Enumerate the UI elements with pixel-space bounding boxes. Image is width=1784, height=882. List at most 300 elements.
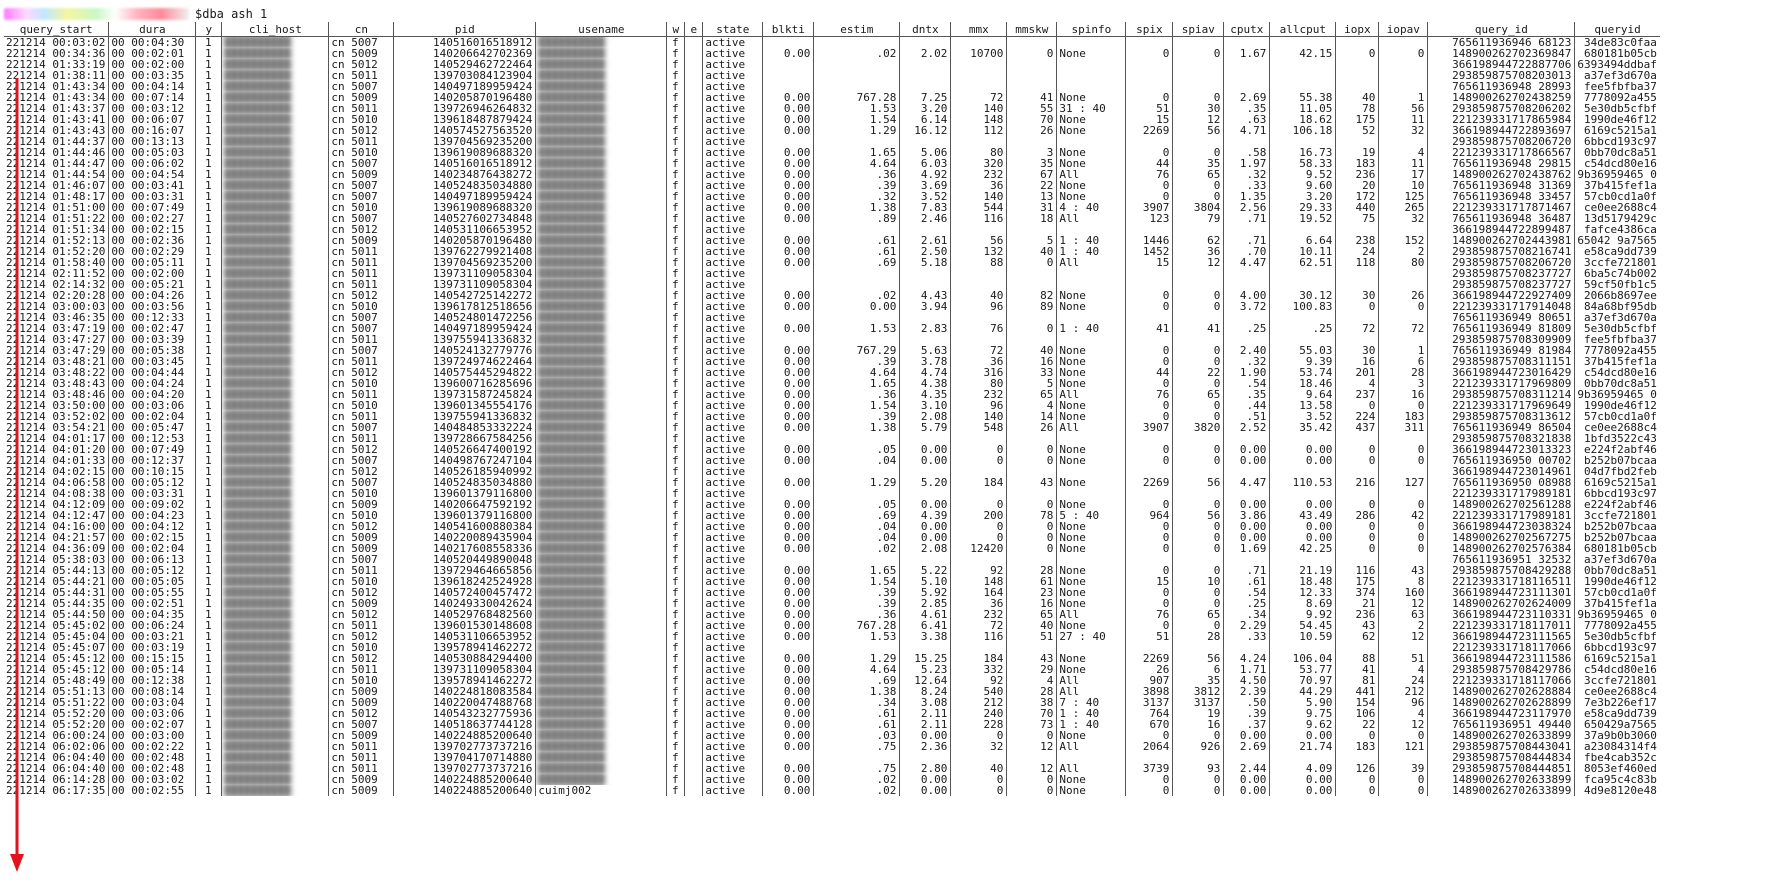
cell-state: active bbox=[703, 81, 763, 92]
cell-iopx bbox=[1336, 642, 1379, 653]
cell-mmx: 200 bbox=[951, 510, 1007, 521]
cell-allcput: 53.74 bbox=[1270, 367, 1336, 378]
cell-pid: 139729464665856 bbox=[394, 565, 536, 576]
cell-spix bbox=[1126, 81, 1173, 92]
cell-usename bbox=[536, 312, 667, 323]
redacted-value: ██████████ bbox=[538, 587, 605, 598]
cell-w: f bbox=[667, 147, 685, 158]
cell-estim: .89 bbox=[814, 213, 900, 224]
cell-mmskw: 89 bbox=[1007, 301, 1057, 312]
table-row bbox=[4, 455, 1660, 466]
cell-spinfo: None bbox=[1057, 378, 1126, 389]
cell-mmx: 212 bbox=[951, 697, 1007, 708]
cell-state: active bbox=[703, 411, 763, 422]
redacted-value: ██████████ bbox=[224, 334, 291, 345]
cell-queryid: 57cb0cd1a0f bbox=[1583, 587, 1657, 598]
cell-allcput: 54.45 bbox=[1270, 620, 1336, 631]
cell-mmx: 0 bbox=[951, 730, 1007, 741]
cell-dntx: 15.25 bbox=[900, 653, 951, 664]
redacted-value: ██████████ bbox=[224, 719, 291, 730]
redacted-value: ██████████ bbox=[538, 48, 605, 59]
cell-spiav: 62 bbox=[1173, 235, 1224, 246]
cell-usename bbox=[536, 763, 667, 774]
cell-mmskw bbox=[1007, 488, 1057, 499]
cell-query_start: 221214 03:46:35 bbox=[4, 312, 109, 323]
cell-iopx: 224 bbox=[1336, 411, 1379, 422]
terminal-command-line bbox=[4, 6, 267, 22]
cell-mmskw: 26 bbox=[1007, 422, 1057, 433]
cell-iopx: 286 bbox=[1336, 510, 1379, 521]
cell-spinfo: All bbox=[1057, 213, 1126, 224]
cell-mmskw bbox=[1007, 334, 1057, 345]
cell-spinfo bbox=[1057, 488, 1126, 499]
cell-dntx: 6.41 bbox=[900, 620, 951, 631]
cell-spix bbox=[1126, 554, 1173, 565]
cell-e bbox=[685, 257, 703, 268]
cell-dntx: 4.43 bbox=[900, 290, 951, 301]
cell-w: f bbox=[667, 169, 685, 180]
cell-queryid: fee5fbfba37 bbox=[1583, 334, 1657, 345]
cell-estim bbox=[814, 81, 900, 92]
column-header-query_id: query_id bbox=[1428, 22, 1575, 37]
cell-cputx bbox=[1224, 642, 1270, 653]
cell-spinfo bbox=[1057, 37, 1126, 49]
cell-cputx: .37 bbox=[1224, 719, 1270, 730]
cell-dntx: 2.85 bbox=[900, 598, 951, 609]
cell-spinfo: None bbox=[1057, 543, 1126, 554]
cell-cn: cn_5009 bbox=[329, 499, 394, 510]
cell-iopav: 0 bbox=[1379, 499, 1428, 510]
cell-y: 1 bbox=[196, 323, 222, 334]
cell-cli_host bbox=[222, 213, 329, 224]
cell-dntx bbox=[900, 433, 951, 444]
redacted-value: ██████████ bbox=[224, 213, 291, 224]
cell-w: f bbox=[667, 389, 685, 400]
cell-w: f bbox=[667, 48, 685, 59]
cell-e bbox=[685, 70, 703, 81]
cell-iopx: 0 bbox=[1336, 774, 1379, 785]
cell-spinfo: None bbox=[1057, 499, 1126, 510]
cell-iopav: 12 bbox=[1379, 719, 1428, 730]
cell-query_id: 765611936946 68123 bbox=[1428, 37, 1575, 49]
cell-spix: 15 bbox=[1126, 114, 1173, 125]
cell-y: 1 bbox=[196, 279, 222, 290]
cell-iopx: 43 bbox=[1336, 620, 1379, 631]
table-row bbox=[4, 510, 1660, 521]
cell-pid: 139704569235200 bbox=[394, 136, 536, 147]
cell-mmskw: 40 bbox=[1007, 345, 1057, 356]
cell-spiav: 65 bbox=[1173, 169, 1224, 180]
cell-dntx: 4.61 bbox=[900, 609, 951, 620]
cell-y: 1 bbox=[196, 59, 222, 70]
cell-query_start: 221214 01:43:34 bbox=[4, 92, 109, 103]
cell-state: active bbox=[703, 301, 763, 312]
cell-usename bbox=[536, 202, 667, 213]
cell-query_start: 221214 05:44:31 bbox=[4, 587, 109, 598]
cell-spix: 3898 bbox=[1126, 686, 1173, 697]
cell-estim: 1.65 bbox=[814, 147, 900, 158]
cell-mmx: 148 bbox=[951, 576, 1007, 587]
cell-e bbox=[685, 763, 703, 774]
cell-estim: .75 bbox=[814, 741, 900, 752]
cell-y: 1 bbox=[196, 158, 222, 169]
cell-queryid: 9b36959465 0 bbox=[1577, 169, 1657, 180]
cell-y: 1 bbox=[196, 180, 222, 191]
cell-allcput: 8.69 bbox=[1270, 598, 1336, 609]
cell-spix: 0 bbox=[1126, 598, 1173, 609]
table-row bbox=[4, 81, 1660, 92]
cell-state: active bbox=[703, 642, 763, 653]
cell-mmx: 240 bbox=[951, 708, 1007, 719]
cell-cli_host bbox=[222, 411, 329, 422]
cell-dntx: 2.36 bbox=[900, 741, 951, 752]
cell-mmskw: 0 bbox=[1007, 785, 1057, 796]
cell-e bbox=[685, 180, 703, 191]
cell-estim: .69 bbox=[814, 510, 900, 521]
cell-query_id: 366198944722887706 bbox=[1428, 59, 1575, 70]
redacted-value: ██████████ bbox=[224, 741, 291, 752]
cell-usename: cuimj002 bbox=[536, 785, 667, 796]
cell-blkti bbox=[763, 488, 814, 499]
cell-blkti: 0.00 bbox=[763, 345, 814, 356]
redacted-value: ██████████ bbox=[224, 125, 291, 136]
cell-cn: cn_5009 bbox=[329, 785, 394, 796]
table-row bbox=[4, 653, 1660, 664]
cell-query_id: 366198944723038324 bbox=[1428, 521, 1575, 532]
cell-iopav: 152 bbox=[1379, 235, 1428, 246]
cell-blkti: 0.00 bbox=[763, 356, 814, 367]
cell-dntx: 7.25 bbox=[900, 92, 951, 103]
cell-e bbox=[685, 499, 703, 510]
cell-blkti: 0.00 bbox=[763, 180, 814, 191]
cell-iopav: 12 bbox=[1379, 598, 1428, 609]
table-row bbox=[4, 587, 1660, 598]
cell-dura: 00 00:07:49 bbox=[109, 202, 196, 213]
cell-w: f bbox=[667, 246, 685, 257]
cell-iopav: 2 bbox=[1379, 620, 1428, 631]
redacted-value: ██████████ bbox=[224, 653, 291, 664]
cell-state: active bbox=[703, 664, 763, 675]
cell-blkti bbox=[763, 312, 814, 323]
cell-w: f bbox=[667, 81, 685, 92]
cell-blkti: 0.00 bbox=[763, 48, 814, 59]
cell-spiav: 6 bbox=[1173, 664, 1224, 675]
cell-spix: 0 bbox=[1126, 521, 1173, 532]
cell-query_id: 148900262702628899 bbox=[1428, 697, 1575, 708]
cell-y: 1 bbox=[196, 488, 222, 499]
cell-cputx: 4.71 bbox=[1224, 125, 1270, 136]
cell-state: active bbox=[703, 268, 763, 279]
redacted-value: ██████████ bbox=[224, 433, 291, 444]
cell-usename bbox=[536, 444, 667, 455]
cell-iopav: 4 bbox=[1379, 147, 1428, 158]
redacted-value: ██████████ bbox=[538, 367, 605, 378]
cell-blkti: 0.00 bbox=[763, 323, 814, 334]
cell-y: 1 bbox=[196, 653, 222, 664]
cell-spinfo bbox=[1057, 136, 1126, 147]
cell-e bbox=[685, 103, 703, 114]
cell-cn: cn_5009 bbox=[329, 543, 394, 554]
cell-e bbox=[685, 609, 703, 620]
cell-w: f bbox=[667, 598, 685, 609]
cell-iopx: 41 bbox=[1336, 664, 1379, 675]
cell-iopx: 0 bbox=[1336, 444, 1379, 455]
cell-spiav bbox=[1173, 81, 1224, 92]
redacted-value: ██████████ bbox=[224, 180, 291, 191]
redacted-value: ██████████ bbox=[224, 70, 291, 81]
cell-cli_host bbox=[222, 37, 329, 49]
cell-blkti: 0.00 bbox=[763, 290, 814, 301]
cell-query_id: 148900262702576384 bbox=[1428, 543, 1575, 554]
cell-dntx bbox=[900, 268, 951, 279]
cell-y: 1 bbox=[196, 290, 222, 301]
cell-cn: cn_5007 bbox=[329, 554, 394, 565]
cell-cn: cn_5010 bbox=[329, 301, 394, 312]
cell-cputx: .58 bbox=[1224, 147, 1270, 158]
cell-cputx: 0.00 bbox=[1224, 532, 1270, 543]
cell-cputx bbox=[1224, 70, 1270, 81]
cell-dntx: 16.12 bbox=[900, 125, 951, 136]
table-row bbox=[4, 719, 1660, 730]
cell-state: active bbox=[703, 246, 763, 257]
cell-queryid: 4d9e8120e48 bbox=[1583, 785, 1657, 796]
cell-spinfo: None bbox=[1057, 114, 1126, 125]
cell-cputx: 1.69 bbox=[1224, 543, 1270, 554]
cell-queryid: 8053ef460ed bbox=[1583, 763, 1657, 774]
cell-spix: 76 bbox=[1126, 389, 1173, 400]
cell-estim: 1.38 bbox=[814, 202, 900, 213]
cell-e bbox=[685, 598, 703, 609]
cell-spiav bbox=[1173, 136, 1224, 147]
cell-blkti bbox=[763, 279, 814, 290]
cell-iopav: 10 bbox=[1379, 180, 1428, 191]
cell-cputx: .35 bbox=[1224, 389, 1270, 400]
cell-cli_host bbox=[222, 477, 329, 488]
cell-e bbox=[685, 202, 703, 213]
cell-dntx: 3.52 bbox=[900, 191, 951, 202]
cell-usename bbox=[536, 774, 667, 785]
cell-mmx: 232 bbox=[951, 609, 1007, 620]
cell-pid: 140206642702369 bbox=[394, 48, 536, 59]
cell-queryid: 9b36959465 0 bbox=[1577, 609, 1657, 620]
cell-usename bbox=[536, 334, 667, 345]
cell-estim: 1.29 bbox=[814, 653, 900, 664]
cell-pid: 139731109058304 bbox=[394, 279, 536, 290]
cell-allcput bbox=[1270, 334, 1336, 345]
cell-state: active bbox=[703, 499, 763, 510]
cell-cputx: 2.56 bbox=[1224, 202, 1270, 213]
cell-spiav bbox=[1173, 279, 1224, 290]
cell-mmskw: 82 bbox=[1007, 290, 1057, 301]
redacted-value: ██████████ bbox=[538, 59, 605, 70]
cell-cn: cn_5011 bbox=[329, 246, 394, 257]
cell-spiav: 3812 bbox=[1173, 686, 1224, 697]
redacted-value: ██████████ bbox=[538, 92, 605, 103]
cell-spinfo: None bbox=[1057, 455, 1126, 466]
cell-y: 1 bbox=[196, 686, 222, 697]
cell-estim bbox=[814, 224, 900, 235]
cell-pid: 140497189959424 bbox=[394, 191, 536, 202]
cell-estim: 767.28 bbox=[814, 620, 900, 631]
cell-pid: 139578941462272 bbox=[394, 675, 536, 686]
cell-dntx: 0.00 bbox=[900, 455, 951, 466]
cell-allcput: 0.00 bbox=[1270, 532, 1336, 543]
table-row bbox=[4, 246, 1660, 257]
cell-allcput: 9.92 bbox=[1270, 609, 1336, 620]
cell-blkti bbox=[763, 81, 814, 92]
cell-cputx bbox=[1224, 752, 1270, 763]
cell-allcput bbox=[1270, 224, 1336, 235]
cell-allcput bbox=[1270, 312, 1336, 323]
cell-y: 1 bbox=[196, 466, 222, 477]
cell-spiav: 56 bbox=[1173, 510, 1224, 521]
table-row bbox=[4, 686, 1660, 697]
cell-cn: cn_5011 bbox=[329, 334, 394, 345]
cell-mmx: 0 bbox=[951, 499, 1007, 510]
table-row bbox=[4, 554, 1660, 565]
cell-estim bbox=[814, 554, 900, 565]
cell-y: 1 bbox=[196, 697, 222, 708]
redacted-value: ██████████ bbox=[538, 455, 605, 466]
cell-blkti: 0.00 bbox=[763, 378, 814, 389]
cell-pid: 139601530148608 bbox=[394, 620, 536, 631]
redacted-value: ██████████ bbox=[224, 301, 291, 312]
cell-iopx: 30 bbox=[1336, 345, 1379, 356]
cell-mmx bbox=[951, 433, 1007, 444]
cell-cputx: .54 bbox=[1224, 378, 1270, 389]
column-header-y: y bbox=[196, 22, 222, 37]
cell-y: 1 bbox=[196, 213, 222, 224]
cell-cli_host bbox=[222, 367, 329, 378]
cell-state: active bbox=[703, 37, 763, 49]
cell-y: 1 bbox=[196, 378, 222, 389]
cell-cputx bbox=[1224, 433, 1270, 444]
cell-pid: 139755941336832 bbox=[394, 411, 536, 422]
cell-cli_host bbox=[222, 114, 329, 125]
cell-spiav: 19 bbox=[1173, 708, 1224, 719]
cell-dura: 00 00:02:07 bbox=[109, 719, 196, 730]
cell-cputx bbox=[1224, 488, 1270, 499]
cell-w: f bbox=[667, 235, 685, 246]
cell-cputx bbox=[1224, 224, 1270, 235]
cell-spinfo: All bbox=[1057, 169, 1126, 180]
cell-usename bbox=[536, 114, 667, 125]
cell-state: active bbox=[703, 587, 763, 598]
cell-usename bbox=[536, 323, 667, 334]
cell-e bbox=[685, 290, 703, 301]
cell-usename bbox=[536, 741, 667, 752]
cell-cputx: 0.00 bbox=[1224, 455, 1270, 466]
cell-dntx: 6.03 bbox=[900, 158, 951, 169]
cell-dntx: 5.10 bbox=[900, 576, 951, 587]
table-row bbox=[4, 609, 1660, 620]
cell-y: 1 bbox=[196, 532, 222, 543]
cell-iopx: 183 bbox=[1336, 741, 1379, 752]
cell-query_start: 221214 04:08:38 bbox=[4, 488, 109, 499]
cell-mmx: 32 bbox=[951, 741, 1007, 752]
cell-cn: cn_5011 bbox=[329, 70, 394, 81]
cell-dntx: 7.83 bbox=[900, 202, 951, 213]
cell-dntx: 3.10 bbox=[900, 400, 951, 411]
cell-w: f bbox=[667, 411, 685, 422]
cell-mmx: 72 bbox=[951, 345, 1007, 356]
cell-query_start: 221214 05:45:12 bbox=[4, 664, 109, 675]
cell-w: f bbox=[667, 741, 685, 752]
cell-state: active bbox=[703, 675, 763, 686]
cell-spiav bbox=[1173, 466, 1224, 477]
cell-pid: 140543232775936 bbox=[394, 708, 536, 719]
cell-cli_host bbox=[222, 763, 329, 774]
cell-query_id: 366198944723111586 bbox=[1428, 653, 1575, 664]
cell-pid: 139731587245824 bbox=[394, 389, 536, 400]
cell-iopav: 0 bbox=[1379, 774, 1428, 785]
cell-w: f bbox=[667, 730, 685, 741]
cell-y: 1 bbox=[196, 741, 222, 752]
cell-spinfo: All bbox=[1057, 763, 1126, 774]
cell-dntx: 0.00 bbox=[900, 532, 951, 543]
cell-estim: .39 bbox=[814, 356, 900, 367]
cell-queryid: 0bb70dc8a51 bbox=[1583, 378, 1657, 389]
cell-pid: 140224818083584 bbox=[394, 686, 536, 697]
cell-spiav: 0 bbox=[1173, 565, 1224, 576]
cell-spix: 1446 bbox=[1126, 235, 1173, 246]
cell-state: active bbox=[703, 103, 763, 114]
cell-spiav: 35 bbox=[1173, 158, 1224, 169]
cell-pid: 140205870196480 bbox=[394, 235, 536, 246]
redacted-value: ██████████ bbox=[224, 488, 291, 499]
redacted-value: ██████████ bbox=[538, 345, 605, 356]
cell-usename bbox=[536, 279, 667, 290]
cell-spiav: 0 bbox=[1173, 411, 1224, 422]
cell-cli_host bbox=[222, 136, 329, 147]
cell-estim: .75 bbox=[814, 763, 900, 774]
cell-mmskw bbox=[1007, 433, 1057, 444]
cell-cli_host bbox=[222, 290, 329, 301]
redacted-value: ██████████ bbox=[224, 543, 291, 554]
cell-e bbox=[685, 367, 703, 378]
cell-allcput: 9.64 bbox=[1270, 389, 1336, 400]
cell-query_start: 221214 05:44:35 bbox=[4, 598, 109, 609]
cell-query_id: 148900262702567275 bbox=[1428, 532, 1575, 543]
cell-cputx: 2.52 bbox=[1224, 422, 1270, 433]
cell-cli_host bbox=[222, 554, 329, 565]
cell-cputx: 2.44 bbox=[1224, 763, 1270, 774]
cell-query_id: 293859875708443041 bbox=[1428, 741, 1575, 752]
cell-spinfo bbox=[1057, 59, 1126, 70]
cell-mmskw bbox=[1007, 554, 1057, 565]
cell-spinfo: 31 : 40 bbox=[1057, 103, 1126, 114]
cell-y: 1 bbox=[196, 510, 222, 521]
redacted-value: ██████████ bbox=[224, 169, 291, 180]
cell-dntx: 3.38 bbox=[900, 631, 951, 642]
cell-allcput: 106.18 bbox=[1270, 125, 1336, 136]
cell-estim: 1.38 bbox=[814, 422, 900, 433]
cell-blkti: 0.00 bbox=[763, 114, 814, 125]
cell-mmx: 0 bbox=[951, 444, 1007, 455]
cell-spix: 0 bbox=[1126, 400, 1173, 411]
cell-iopx bbox=[1336, 136, 1379, 147]
cell-dntx bbox=[900, 136, 951, 147]
cell-queryid: 6169c5215a1 bbox=[1583, 477, 1657, 488]
cell-query_id: 148900262702628884 bbox=[1428, 686, 1575, 697]
cell-mmx: 548 bbox=[951, 422, 1007, 433]
redacted-value: ██████████ bbox=[538, 554, 605, 565]
cell-query_start: 221214 00:03:02 bbox=[4, 37, 109, 49]
cell-e bbox=[685, 444, 703, 455]
cell-cputx: .32 bbox=[1224, 169, 1270, 180]
cell-blkti: 0.00 bbox=[763, 103, 814, 114]
cell-estim: .02 bbox=[814, 785, 900, 796]
